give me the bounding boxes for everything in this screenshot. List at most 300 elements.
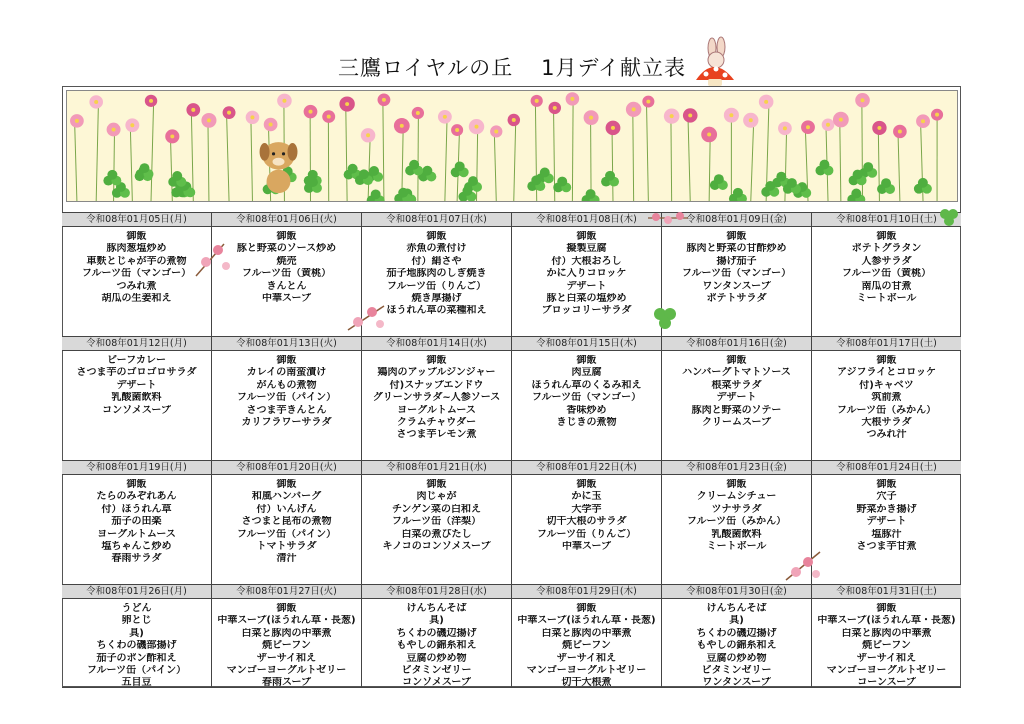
day-date: 令和08年01月09日(金) (662, 213, 811, 227)
menu-item: 御飯 (726, 479, 747, 490)
menu-item: 肉豆腐 (571, 367, 602, 379)
day-cell (812, 213, 961, 337)
cosmos-center (443, 115, 447, 119)
menu-item: デザート (566, 280, 607, 292)
cosmos-center (475, 125, 479, 129)
cosmos-center (826, 123, 830, 127)
menu-item: もやしの錦糸和え (696, 640, 777, 652)
clover-leaf (172, 171, 182, 181)
cosmos-center (170, 134, 174, 138)
menu-item: 焼ビーフン (862, 640, 911, 652)
menu-item: フルーツ缶（黄桃） (241, 268, 332, 280)
menu-item: 付）いんげん (256, 503, 317, 515)
menu-item: さつま芋のゴロゴロサラダ (76, 367, 197, 379)
cosmos-stem (591, 118, 592, 201)
menu-item: デザート (116, 379, 157, 391)
menu-item: 具) (729, 615, 744, 627)
day-date: 令和08年01月19日(月) (62, 461, 211, 475)
menu-item: 肉じゃが (416, 491, 457, 503)
menu-item: ザーサイ和え (256, 652, 317, 664)
menu-item: さつまと昆布の煮物 (241, 516, 332, 528)
menu-list (812, 227, 961, 305)
clover-leaf (586, 189, 596, 199)
menu-item: 中華スープ (262, 293, 311, 305)
cosmos-stem (862, 100, 863, 201)
menu-item: けんちんそば (406, 603, 467, 614)
cosmos-center (94, 100, 98, 104)
menu-item: つみれ汁 (866, 429, 907, 441)
menu-list (662, 351, 811, 429)
menu-item: かに入りコロッケ (546, 268, 627, 280)
day-date: 令和08年01月08日(木) (512, 213, 661, 227)
menu-item: 御飯 (126, 479, 147, 490)
day-cell (362, 213, 512, 337)
menu-item: 根菜サラダ (711, 379, 762, 391)
day-date: 令和08年01月26日(月) (62, 585, 211, 599)
day-date: 令和08年01月12日(月) (62, 337, 211, 351)
mushroom-bunny-icon (690, 36, 738, 88)
menu-item: さつま芋レモン煮 (396, 429, 477, 441)
cosmos-center (861, 98, 865, 102)
day-date: 令和08年01月20日(火) (212, 461, 361, 475)
cosmos-center (400, 124, 404, 128)
menu-item: 具) (129, 627, 144, 639)
day-date: 令和08年01月17日(土) (812, 337, 961, 351)
puppy-ear (260, 143, 270, 161)
menu-list (362, 475, 511, 553)
clover-leaf (359, 169, 369, 179)
menu-item: 中華スープ(ほうれん草・長葱) (517, 615, 656, 627)
menu-item: 南瓜の甘煮 (861, 280, 912, 292)
cosmos-stem (572, 99, 573, 201)
menu-item: ワンタンスープ (702, 677, 771, 689)
menu-item: フルーツ缶（パイン） (86, 665, 187, 677)
menu-item: ツナサラダ (711, 503, 762, 515)
menu-item: フルーツ缶（洋梨） (391, 516, 482, 528)
menu-item: 春雨サラダ (111, 553, 162, 565)
menu-list (662, 227, 811, 305)
day-date: 令和08年01月14日(水) (362, 337, 511, 351)
cosmos-center (632, 107, 636, 111)
day-cell (212, 461, 362, 585)
cosmos-center (269, 123, 273, 127)
cosmos-center (570, 97, 574, 101)
menu-item: 白菜と豚肉の中華煮 (241, 627, 332, 639)
day-cell (512, 337, 662, 461)
menu-item: 御飯 (576, 231, 597, 242)
day-cell (362, 461, 512, 585)
menu-item: 付)キャベツ (859, 379, 914, 391)
clover-leaf (918, 178, 928, 188)
cosmos-stem (251, 117, 253, 201)
page-title (0, 52, 1024, 82)
menu-item: 付)スナップエンドウ (389, 379, 484, 391)
menu-item: 御飯 (576, 355, 597, 366)
cosmos-stem (418, 113, 419, 201)
cosmos-stem (751, 120, 754, 201)
clover-leaf (819, 160, 829, 170)
menu-item: フルーツ缶（みかん） (686, 516, 787, 528)
cosmos-center (749, 118, 753, 122)
menu-list (212, 227, 361, 305)
cosmos-stem (151, 101, 154, 201)
menu-item: フルーツ缶（パイン） (236, 528, 337, 540)
menu-item: ザーサイ和え (856, 652, 917, 664)
menu-item: 清汁 (276, 553, 297, 565)
day-cell (62, 337, 212, 461)
menu-item: 豆腐の炒め物 (406, 652, 467, 664)
menu-list (212, 599, 361, 690)
menu-item: もやしの錦糸和え (396, 640, 477, 652)
day-cell (812, 461, 961, 585)
menu-item: かに玉 (571, 491, 602, 503)
cosmos-stem (688, 115, 690, 201)
menu-list (62, 599, 211, 690)
puppy-eye (272, 152, 275, 155)
clover-leaf (853, 170, 863, 180)
cosmos-center (877, 126, 881, 130)
menu-item: 御飯 (276, 355, 297, 366)
menu-item: チンゲン菜の白和え (391, 503, 482, 515)
menu-item: 茄子のポン酢和え (96, 652, 177, 664)
day-cell (662, 461, 812, 585)
day-cell (362, 585, 512, 688)
cosmos-stem (612, 128, 613, 201)
clover-leaf (308, 177, 318, 187)
clover-leaf (733, 188, 743, 198)
cosmos-center (366, 133, 370, 137)
cosmos-stem (346, 104, 347, 201)
menu-item: きじきの煮物 (556, 417, 617, 429)
day-date: 令和08年01月15日(木) (512, 337, 661, 351)
day-date: 令和08年01月31日(土) (812, 585, 961, 599)
menu-item: 付）絹さや (411, 255, 462, 267)
facility-name: 三鷹ロイヤルの丘 (337, 56, 514, 80)
day-cell (662, 585, 812, 688)
menu-item: 御飯 (426, 355, 447, 366)
menu-item: 大学芋 (571, 503, 602, 515)
menu-list (662, 475, 811, 553)
puppy-body (267, 170, 291, 194)
day-cell (362, 337, 512, 461)
puppy-ear (288, 143, 298, 161)
menu-item: 卵とじ (121, 615, 152, 627)
day-cell (62, 461, 212, 585)
menu-item: 筑前煮 (871, 392, 902, 404)
menu-item: 御飯 (276, 479, 297, 490)
cosmos-center (382, 98, 386, 102)
menu-item: デザート (866, 516, 907, 528)
menu-item: フルーツ缶（りんご） (386, 280, 487, 292)
menu-item: マンゴーヨーグルトゼリー (526, 665, 647, 677)
menu-item: 御飯 (876, 603, 897, 614)
day-date: 令和08年01月28日(水) (362, 585, 511, 599)
menu-list (212, 475, 361, 566)
cosmos-stem (383, 100, 384, 201)
menu-item: 御飯 (876, 479, 897, 490)
cosmos-center (512, 118, 516, 122)
day-cell (212, 337, 362, 461)
cosmos-center (839, 118, 843, 122)
menu-item: フルーツ缶（マンゴー） (681, 268, 792, 280)
menu-item: 白菜と豚肉の中華煮 (841, 627, 932, 639)
menu-item: ブロッコリーサラダ (541, 305, 632, 317)
day-cell (512, 585, 662, 688)
menu-list (512, 599, 661, 690)
menu-item: 白菜と豚肉の中華煮 (541, 627, 632, 639)
menu-item: さつま芋きんとん (246, 404, 327, 416)
cosmos-center (191, 108, 195, 112)
menu-item: 野菜かき揚げ (856, 503, 917, 515)
menu-item: 揚げ茄子 (716, 255, 757, 267)
menu-item: クリームスープ (702, 417, 771, 429)
day-date: 令和08年01月27日(火) (212, 585, 361, 599)
menu-item: 焼ビーフン (562, 640, 611, 652)
cosmos-center (345, 102, 349, 106)
menu-item: マンゴーヨーグルトゼリー (826, 665, 947, 677)
day-cell (812, 585, 961, 688)
cosmos-center (729, 113, 733, 117)
menu-list (812, 475, 961, 553)
menu-item: ポテトサラダ (706, 293, 767, 305)
cosmos-stem (494, 131, 496, 201)
menu-item: ヨーグルトムース (97, 528, 176, 540)
menu-item: 茄子の田楽 (111, 516, 162, 528)
cosmos-center (416, 111, 420, 115)
cosmos-center (327, 115, 331, 119)
menu-item: マンゴーヨーグルトゼリー (226, 665, 347, 677)
clover-leaf (462, 186, 472, 196)
cosmos-center (207, 118, 211, 122)
cosmos-stem (368, 135, 370, 201)
clover-leaf (776, 172, 786, 182)
menu-item: 豚と野菜のソース炒め (236, 243, 337, 255)
cosmos-center (227, 111, 231, 115)
menu-item: たらのみぞれあん (96, 491, 177, 503)
menu-item: 切干大根煮 (561, 677, 612, 689)
day-cell (512, 461, 662, 585)
clover-leaf (398, 188, 408, 198)
day-date: 令和08年01月30日(金) (662, 585, 811, 599)
menu-item: ビタミンゼリー (701, 665, 772, 677)
menu-item: 切干大根のサラダ (546, 516, 627, 528)
cosmos-stem (709, 134, 710, 201)
menu-item: 御飯 (126, 231, 147, 242)
menu-item: アジフライとコロッケ (836, 367, 937, 379)
cosmos-center (670, 114, 674, 118)
menu-item: 人参サラダ (861, 255, 912, 267)
menu-item: ワンタンスープ (702, 280, 771, 292)
day-date: 令和08年01月06日(火) (212, 213, 361, 227)
menu-item: 豚と白菜の塩炒め (546, 293, 627, 305)
clover-leaf (409, 160, 419, 170)
cosmos-center (75, 119, 79, 123)
menu-item: 御飯 (276, 603, 297, 614)
cosmos-stem (671, 116, 672, 201)
week-row (62, 584, 961, 688)
menu-item: 御飯 (726, 231, 747, 242)
menu-item: キノコのコンソメスープ (382, 541, 491, 553)
menu-item: ハンバーグトマトソース (682, 367, 791, 379)
cosmos-center (455, 128, 459, 132)
menu-item: 塩ちゃんこ炒め (101, 541, 172, 553)
menu-item: 御飯 (426, 479, 447, 490)
cosmos-stem (75, 121, 77, 201)
menu-item: 茄子地豚肉のしぎ焼き (386, 268, 487, 280)
cosmos-center (898, 130, 902, 134)
menu-list (212, 351, 361, 429)
cosmos-center (130, 123, 134, 127)
menu-item: 豚肉と野菜のソテー (691, 404, 782, 416)
menu-item: うどん (121, 603, 152, 614)
week-row (62, 336, 961, 461)
clover-leaf (371, 189, 381, 199)
clover-leaf (140, 163, 150, 173)
menu-item: トマトサラダ (256, 541, 317, 553)
menu-item: ザーサイ和え (556, 652, 617, 664)
cosmos-stem (514, 120, 516, 201)
menu-item: 御飯 (726, 355, 747, 366)
menu-item: フルーツ缶（りんご） (536, 528, 637, 540)
grid-bottom-rule (62, 687, 961, 688)
cosmos-stem (445, 117, 447, 201)
menu-item: 穴子 (876, 491, 897, 503)
cosmos-center (783, 126, 787, 130)
day-cell (662, 337, 812, 461)
menu-item: 御飯 (426, 231, 447, 242)
menu-item: 香味炒め (566, 404, 607, 416)
menu-list (362, 351, 511, 442)
cosmos-stem (96, 102, 98, 201)
menu-item: 五目豆 (121, 677, 152, 689)
menu-item: 焼売 (276, 255, 297, 267)
menu-item: ほうれん草の菜種和え (386, 305, 487, 317)
cosmos-center (112, 128, 116, 132)
clover-leaf (557, 177, 567, 187)
menu-item: 乳酸菌飲料 (711, 528, 762, 540)
day-cell (62, 213, 212, 337)
menu-item: 赤魚の煮付け (406, 243, 467, 255)
menu-item: 乳酸菌飲料 (111, 392, 162, 404)
clover-leaf (863, 162, 873, 172)
menu-item: コーンスープ (857, 677, 916, 689)
menu-item: 焼ビーフン (262, 640, 311, 652)
menu-item: さつま芋甘煮 (856, 541, 917, 553)
menu-item: グリーンサラダ~人参ソース (372, 392, 501, 404)
cosmos-stem (130, 125, 132, 201)
clover-leaf (422, 166, 432, 176)
puppy-eye (282, 152, 285, 155)
menu-item: ポテトグラタン (851, 243, 922, 255)
menu-item: ちくわの磯辺揚げ (696, 627, 777, 639)
menu-item: 具) (429, 615, 444, 627)
menu-item: 鶏肉のアップルジンジャー (377, 367, 496, 379)
menu-list (662, 599, 811, 690)
cosmos-center (308, 110, 312, 114)
menu-list (812, 599, 961, 690)
cosmos-center (646, 100, 650, 104)
cosmos-center (764, 100, 768, 104)
clover-leaf (881, 178, 891, 188)
day-date: 令和08年01月16日(金) (662, 337, 811, 351)
puppy-muzzle (273, 158, 285, 166)
menu-item: 豚肉と野菜の甘酢炒め (686, 243, 787, 255)
menu-item: ミートボール (706, 541, 767, 553)
menu-item: ほうれん草のくるみ和え (531, 379, 642, 391)
menu-item: 和風ハンバーグ (251, 491, 322, 503)
clover-leaf (531, 175, 541, 185)
menu-item: きんとん (266, 280, 307, 292)
menu-item: コンソメスープ (102, 404, 171, 416)
cosmos-center (494, 130, 498, 134)
menu-item: クラムチャウダー (396, 417, 477, 429)
menu-item: 塩豚汁 (871, 528, 902, 540)
cosmos-center (688, 113, 692, 117)
cosmos-stem (646, 102, 648, 201)
day-date: 令和08年01月05日(月) (62, 213, 211, 227)
menu-item: 御飯 (576, 603, 597, 614)
cosmos-center (282, 99, 286, 103)
clover-leaf (468, 176, 478, 186)
cosmos-stem (191, 110, 193, 201)
menu-item: フルーツ缶（マンゴー） (531, 392, 642, 404)
menu-list (512, 351, 661, 429)
cosmos-center (250, 115, 254, 119)
day-date: 令和08年01月29日(木) (512, 585, 661, 599)
day-date: 令和08年01月13日(火) (212, 337, 361, 351)
cosmos-center (935, 113, 939, 117)
menu-list (62, 351, 211, 417)
day-date: 令和08年01月10日(土) (812, 213, 961, 227)
clover-leaf (787, 178, 797, 188)
clover-leaf (714, 174, 724, 184)
cosmos-center (611, 126, 615, 130)
menu-item: カリフラワーサラダ (241, 417, 332, 429)
cosmos-stem (840, 120, 841, 201)
menu-item: 付）ほうれん草 (101, 503, 172, 515)
day-date: 令和08年01月22日(木) (512, 461, 661, 475)
cosmos-stem (898, 131, 900, 201)
cosmos-center (707, 133, 711, 137)
cosmos-center (149, 99, 153, 103)
clover-leaf (605, 171, 615, 181)
menu-item: 春雨スープ (262, 677, 311, 689)
cosmos-stem (208, 120, 209, 201)
menu-item: 中華スープ(ほうれん草・長葱) (217, 615, 356, 627)
menu-item: 御飯 (276, 231, 297, 242)
menu-item: 中華スープ(ほうれん草・長葱) (817, 615, 956, 627)
day-date: 令和08年01月24日(土) (812, 461, 961, 475)
menu-list (812, 351, 961, 442)
clover-leaf (369, 166, 379, 176)
menu-item: デザート (716, 392, 757, 404)
day-date: 令和08年01月21日(水) (362, 461, 511, 475)
menu-item: がんもの煮物 (256, 379, 317, 391)
menu-item: つみれ煮 (116, 280, 157, 292)
menu-list (362, 599, 511, 690)
day-cell (62, 585, 212, 688)
cosmos-center (553, 106, 557, 110)
menu-list (62, 227, 211, 305)
menu-heading: 1月デイ献立表 (541, 56, 687, 80)
menu-item: ビーフカレー (107, 355, 166, 366)
menu-item: 焼き厚揚げ (411, 293, 462, 305)
menu-list (362, 227, 511, 318)
day-cell (212, 585, 362, 688)
menu-item: ちくわの磯辺揚げ (396, 627, 477, 639)
clover-leaf (540, 168, 550, 178)
menu-item: 御飯 (876, 231, 897, 242)
